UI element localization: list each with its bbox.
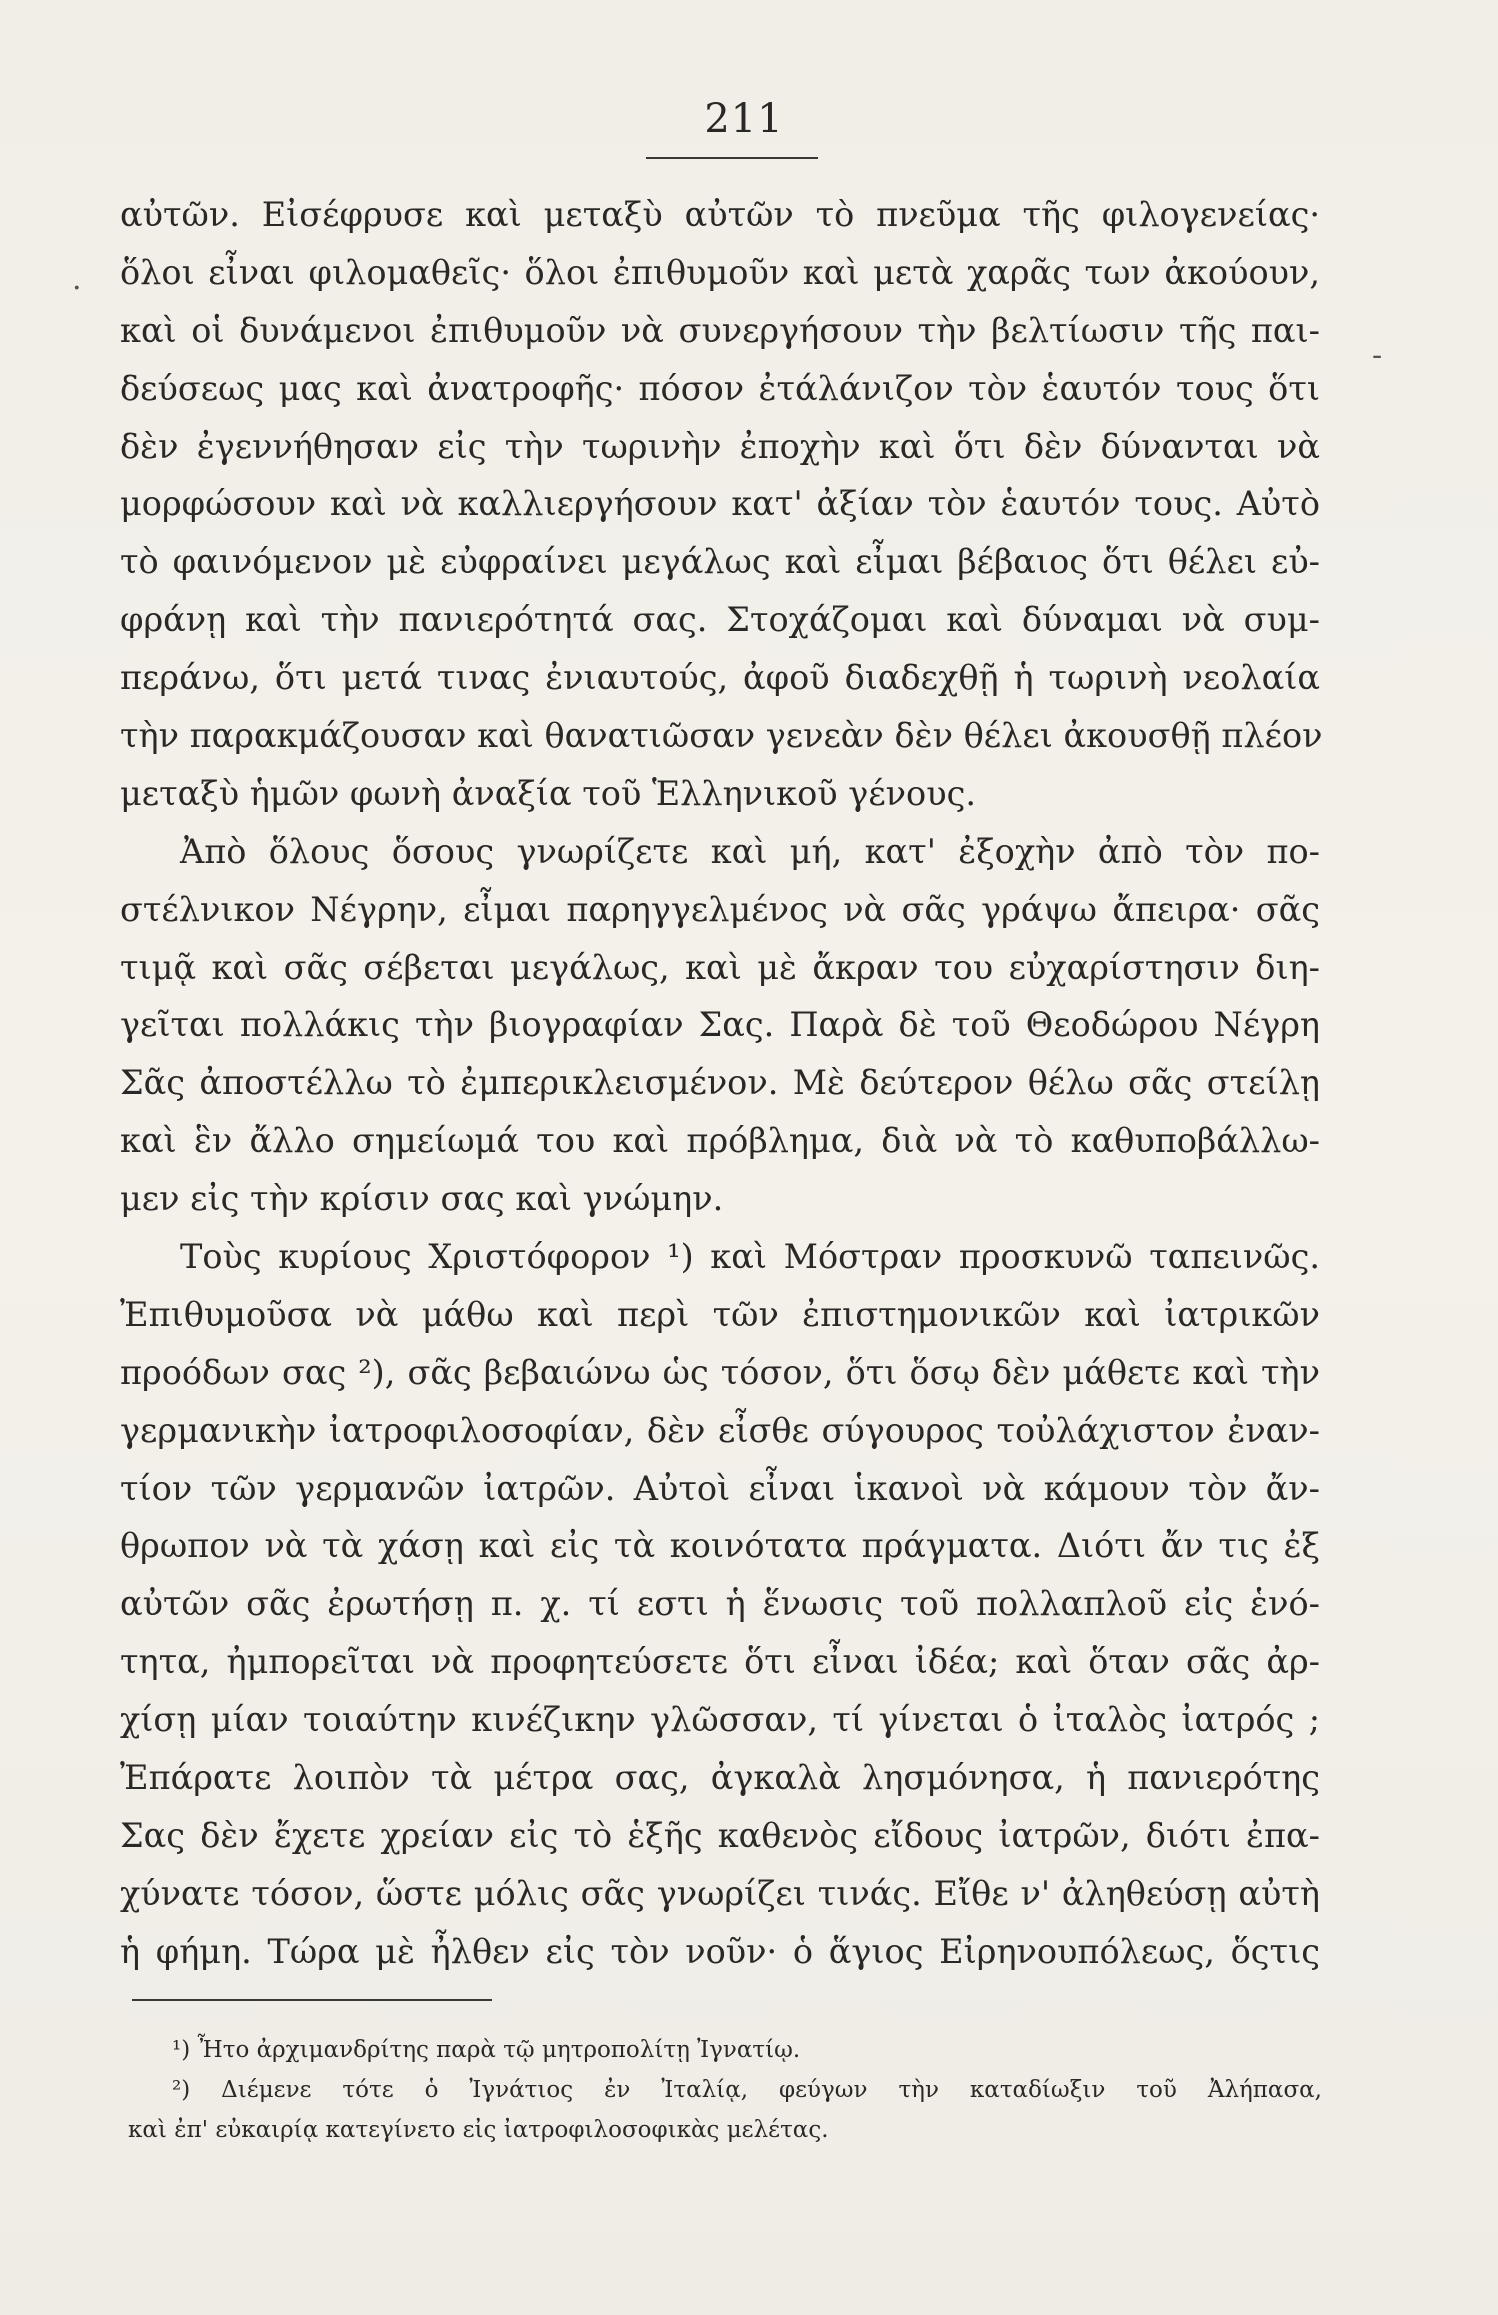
text-line: καὶ οἱ δυνάμενοι ἐπιθυμοῦν νὰ συνεργήσουν τὴν βελτίωσιν τῆς παι- (120, 310, 1320, 350)
text-line: περάνω, ὅτι μετά τινας ἐνιαυτούς, ἀφοῦ διαδεχθῇ ἡ τωρινὴ νεολαία (120, 658, 1320, 698)
text-line: μεν εἰς τὴν κρίσιν σας καὶ γνώμην. (120, 1179, 724, 1219)
footnote-1: ¹) Ἦτο ἀρχιμανδρίτης παρὰ τῷ μητροπολίτῃ Ἰγνατίῳ. (172, 2037, 801, 2063)
text-line: τιμᾷ καὶ σᾶς σέβεται μεγάλως, καὶ μὲ ἄκραν του εὐχαρίστησιν διη- (120, 947, 1320, 987)
text-line: τὴν παρακμάζουσαν καὶ θανατιῶσαν γενεὰν δὲν θέλει ἀκουσθῇ πλέον (120, 716, 1323, 756)
footnotes (128, 2030, 1322, 2150)
text-line: στέλνικον Νέγρην, εἶμαι παρηγγελμένος νὰ σᾶς γράψω ἄπειρα· σᾶς (120, 889, 1320, 929)
page-number: 211 (704, 96, 784, 142)
text-line: μεταξὺ ἡμῶν φωνὴ ἀναξία τοῦ Ἑλληνικοῦ γένους. (120, 773, 976, 813)
text-line: τὸ φαινόμενον μὲ εὐφραίνει μεγάλως καὶ εἶμαι βέβαιος ὅτι θέλει εὐ- (120, 542, 1320, 582)
footnote-2: ²) Διέμενε τότε ὁ Ἰγνάτιος ἐν Ἰταλίᾳ, φεύγων τὴν καταδίωξιν τοῦ Ἀλήπασα, (172, 2077, 1322, 2103)
text-line: γεῖται πολλάκις τὴν βιογραφίαν Σας. Παρὰ δὲ τοῦ Θεοδώρου Νέγρη (120, 1005, 1320, 1045)
text-line: Τοὺς κυρίους Χριστόφορον ¹) καὶ Μόστραν προσκυνῶ ταπεινῶς. (180, 1237, 1320, 1277)
text-line: φράνῃ καὶ τὴν πανιερότητά σας. Στοχάζομαι καὶ δύναμαι νὰ συμ- (120, 600, 1320, 640)
text-line: Ἐπιθυμοῦσα νὰ μάθω καὶ περὶ τῶν ἐπιστημονικῶν καὶ ἰατρικῶν (120, 1294, 1320, 1334)
text-line: καὶ ἓν ἄλλο σημείωμά του καὶ πρόβλημα, διὰ νὰ τὸ καθυποβάλλω- (120, 1121, 1320, 1161)
text-line: γερμανικὴν ἰατροφιλοσοφίαν, δὲν εἶσθε σύγουρος τοὐλάχιστον ἐναν- (120, 1410, 1320, 1450)
text-line: χίσῃ μίαν τοιαύτην κινέζικην γλῶσσαν, τί γίνεται ὁ ἰταλὸς ἰατρός ; (120, 1700, 1320, 1740)
page-number-rule (646, 157, 818, 159)
text-line: χύνατε τόσον, ὥστε μόλις σᾶς γνωρίζει τινάς. Εἴθε ν' ἀληθεύσῃ αὐτὴ (120, 1873, 1320, 1913)
text-line: Σᾶς ἀποστέλλω τὸ ἐμπερικλεισμένον. Μὲ δεύτερον θέλω σᾶς στείλῃ (120, 1063, 1320, 1103)
text-line: Σας δὲν ἔχετε χρείαν εἰς τὸ ἑξῆς καθενὸς εἴδους ἰατρῶν, διότι ἐπα- (120, 1815, 1320, 1855)
text-line: δὲν ἐγεννήθησαν εἰς τὴν τωρινὴν ἐποχὴν καὶ ὅτι δὲν δύνανται νὰ (120, 426, 1320, 466)
text-line: προόδων σας ²), σᾶς βεβαιώνω ὡς τόσον, ὅτι ὅσῳ δὲν μάθετε καὶ τὴν (120, 1352, 1320, 1392)
text-line: Ἀπὸ ὅλους ὅσους γνωρίζετε καὶ μή, κατ' ἐξοχὴν ἀπὸ τὸν πο- (180, 831, 1320, 871)
body-text (120, 186, 1323, 1981)
text-line: μορφώσουν καὶ νὰ καλλιεργήσουν κατ' ἀξίαν τὸν ἑαυτόν τους. Αὐτὸ (120, 484, 1320, 524)
text-line: τίον τῶν γερμανῶν ἰατρῶν. Αὐτοὶ εἶναι ἱκανοὶ νὰ κάμουν τὸν ἄν- (120, 1468, 1320, 1508)
text-line: ὅλοι εἶναι φιλομαθεῖς· ὅλοι ἐπιθυμοῦν καὶ μετὰ χαρᾶς των ἀκούουν, (120, 252, 1320, 292)
margin-mark: . (72, 262, 82, 297)
text-line: Ἐπάρατε λοιπὸν τὰ μέτρα σας, ἀγκαλὰ λησμόνησα, ἡ πανιερότης (120, 1758, 1320, 1798)
text-line: δεύσεως μας καὶ ἀνατροφῆς· πόσον ἐτάλάνιζον τὸν ἑαυτόν τους ὅτι (120, 368, 1320, 408)
text-line: αὐτῶν σᾶς ἐρωτήσῃ π. χ. τί εστι ἡ ἕνωσις τοῦ πολλαπλοῦ εἰς ἑνό- (120, 1584, 1320, 1624)
margin-mark: - (1372, 338, 1383, 373)
footnote-rule (132, 1999, 492, 2001)
text-line: τητα, ἠμπορεῖται νὰ προφητεύσετε ὅτι εἶναι ἰδέα; καὶ ὅταν σᾶς ἀρ- (120, 1642, 1320, 1682)
text-line: θρωπον νὰ τὰ χάσῃ καὶ εἰς τὰ κοινότατα πράγματα. Διότι ἄν τις ἐξ (120, 1526, 1320, 1566)
text-line: αὐτῶν. Εἰσέφρυσε καὶ μεταξὺ αὐτῶν τὸ πνεῦμα τῆς φιλογενείας· (120, 195, 1320, 234)
footnote-2-continuation: καὶ ἐπ' εὐκαιρίᾳ κατεγίνετο εἰς ἰατροφιλοσοφικὰς μελέτας. (128, 2117, 829, 2143)
text-line: ἡ φήμη. Τώρα μὲ ἦλθεν εἰς τὸν νοῦν· ὁ ἅγιος Εἰρηνουπόλεως, ὅςτις (120, 1931, 1320, 1971)
